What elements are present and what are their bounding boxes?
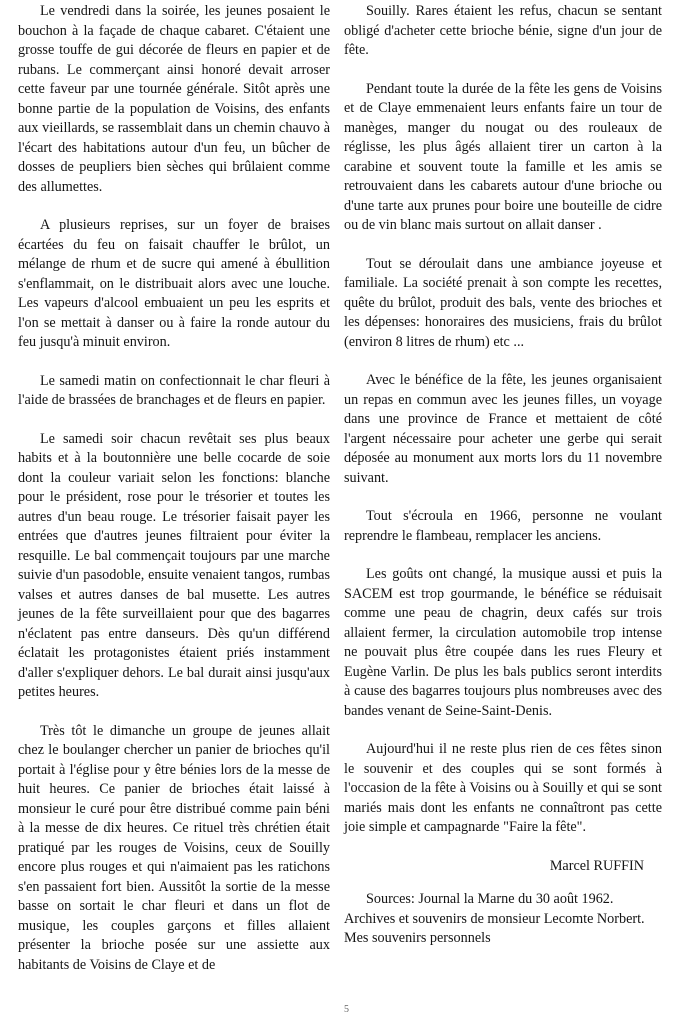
paragraph: Les goûts ont changé, la musique aussi et puis la SACEM est trop gourmande, le bénéfice se réduisait comme une peau de chagrin, deux cafés sur trois allaient fermer, la circulation automobile trop intense ne pouvait plus être coupée dans les rues Fleury et Eugène Varlin. De plus les bals publics seront interdits à cause des bagarres toujours plus nombreuses avec des bandes venant de Seine-Saint-Denis. [344,566,662,719]
paragraph: Souilly. Rares étaient les refus, chacun se sentant obligé d'acheter cette brioche bénie, signe d'un jour de fête. [344,3,662,58]
page-number: 5 [344,1004,349,1015]
paragraph: Le samedi matin on confectionnait le char fleuri à l'aide de brassées de branchages et de fleurs en papier. [18,372,330,408]
paragraph: Le vendredi dans la soirée, les jeunes posaient le bouchon à la façade de chaque cabaret. C'étaient une grosse touffe de gui décorée de fleurs en papier et de rubans. Le commerçant ainsi honoré devait arroser cette faveur par une tournée générale. Sitôt après une bonne partie de la population de Voisins, des enfants aux vieillards, se rassemblait dans un chemin chauvo à l'écart des habitations autour d'un feu, un bûcher de dosses de peupliers bien sèches qui brûlaient comme des allumettes. [18,3,330,195]
paragraph: Avec le bénéfice de la fête, les jeunes organisaient un repas en commun avec les jeunes filles, un voyage dans une province de France et mettaient de côté l'argent nécessaire pour acheter une gerbe qui serait déposée au monument aux morts lors du 11 novembre suivant. [344,372,662,486]
paragraph: A plusieurs reprises, sur un foyer de braises écartées du feu on faisait chauffer le brûlot, un mélange de rhum et de sucre qui amené à ébullition s'enflammait, on le distribuait alors avec une louche. Les vapeurs d'alcool embuaient un peu les esprits et l'on se mettait à danser ou à faire la ronde autour du feu jusqu'à minuit environ. [18,217,330,350]
paragraph: Tout se déroulait dans une ambiance joyeuse et familiale. La société prenait à son compte les recettes, quête du brûlot, produit des bals, vente des brioches et les dépenses: honoraires des musiciens, frais du brûlot (environ 8 litres de rhum) etc ... [344,255,662,350]
author-signature: Marcel RUFFIN [549,857,644,874]
sources-note: Sources: Journal la Marne du 30 août 1962. Archives et souvenirs de monsieur Lecomte Norbert. Mes souvenirs personnels [344,891,645,946]
left-column [18,2,330,994]
paragraph: Très tôt le dimanche un groupe de jeunes allait chez le boulanger chercher un panier de brioches qu'il portait à l'église pour y être bénies lors de la messe de huit heures. Ce panier de brioches était laissé à monsieur le curé pour être distribué comme pain béni à la messe de dix heures. Ce rituel très chrétien était pratiqué par les rouges de Voisins, ceux de Souilly encore plus rouges et qui n'aimaient pas les ratichons s'en passaient fort bien. Aussitôt la sortie de la messe basse on sortait le char fleuri et dans un flot de musique, les couples garçons et filles allaient présenter la brioche posée sur une assiette aux habitants de Voisins de Claye et de [18,722,330,973]
paragraph: Le samedi soir chacun revêtait ses plus beaux habits et à la boutonnière une belle cocarde de soie dont la couleur variait selon les fonctions: blanche pour le président, rose pour le trésorier et toutes les autres d'un beau rouge. Le trésorier faisait payer les entrées que d'autres jeunes filtraient pour éviter la resquille. Le bal commençait toujours par une marche suivie d'un pasodoble, ensuite venaient tangos, rumbas valses et autres danses de bal musette. Les autres jeunes de la fête surveillaient pour que des bagarres n'éclatent pas entre danseurs. Dès qu'un différend éclatait les protagonistes étaient priés instamment d'aller s'expliquer dehors. Le bal durait ainsi jusqu'aux petites heures. [18,430,330,700]
paragraph: Tout s'écroula en 1966, personne ne voulant reprendre le flambeau, remplacer les anciens. [344,508,662,544]
paragraph: Pendant toute la durée de la fête les gens de Voisins et de Claye emmenaient leurs enfants faire un tour de manèges, manger du nougat ou des rouleaux de réglisse, les plus âgés allaient tirer un carton à la carabine et souvent toute la famille et les amis se retrouvaient dans les cabarets autour d'une brioche ou d'une tarte aux prunes pour boire une bouteille de cidre ou de vin blanc mais surtout on allait danser . [344,80,662,233]
right-column [344,2,662,949]
paragraph: Aujourd'hui il ne reste plus rien de ces fêtes sinon le souvenir et des couples qui se sont formés à l'occasion de la fête à Voisins ou à Souilly et qui se sont mariés mais dont les enfants ne connaîtront pas cette joie simple et campagnarde "Faire la fête". [344,741,662,835]
